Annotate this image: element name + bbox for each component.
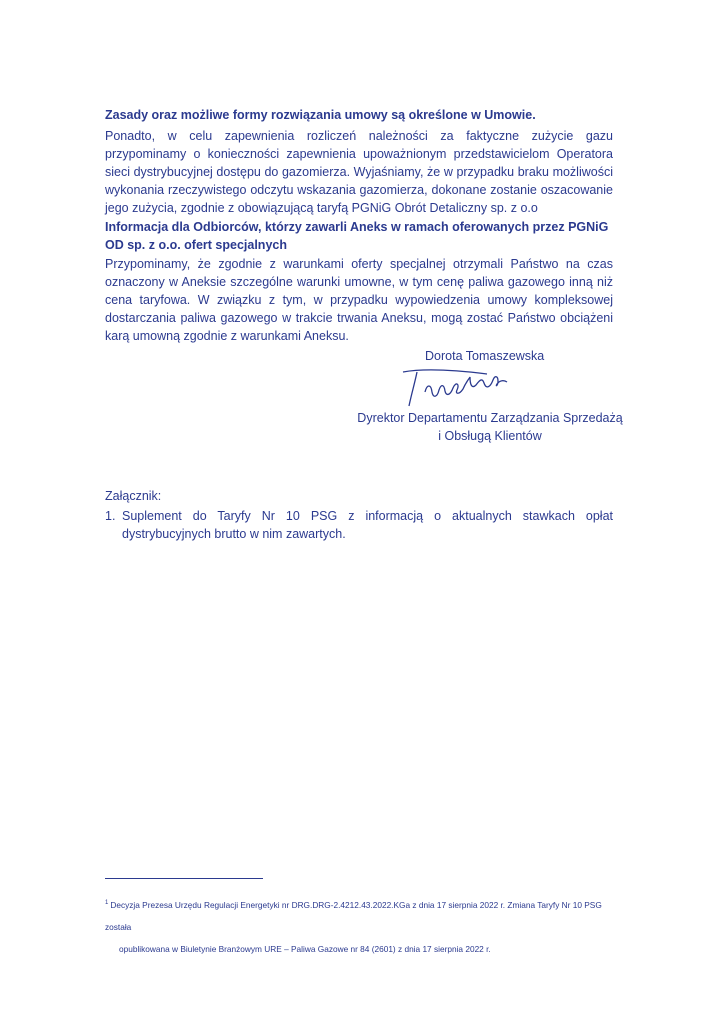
paragraph-special-offers: Przypominamy, że zgodnie z warunkami oferty specjalnej otrzymali Państwo na czas oznaczony w Aneksie szczególne warunki umowne, w tym cenę paliwa gazowego inną niż cena taryfowa. W związku z tym, w przypadku wypowiedzenia umowy kompleksowej dostarczania paliwa gazowego w trakcie trwania Aneksu, mogą zostać Państwo obciążeni karą umowną zgodnie z warunkami Aneksu.: [105, 257, 613, 343]
paragraph-meter-access: Ponadto, w celu zapewnienia rozliczeń należności za faktyczne zużycie gazu przypominamy o konieczności zapewnienia upoważnionym przedstawicielom Operatora sieci dystrybucyjnej dostępu do gazomierza. Wyjaśniamy, że w przypadku braku możliwości wykonania rzeczywistego odczytu wskazania gazomierza, dokonane zostanie oszacowanie jego zużycia, zgodnie z obowiązującą taryfą PGNiG Obrót Detaliczny sp. z o.o: [105, 129, 613, 215]
footnote-text-line1: Decyzja Prezesa Urzędu Regulacji Energetyki nr DRG.DRG-2.4212.43.2022.KGa z dnia 17 sierpnia 2022 r. Zmiana Taryfy Nr 10 PSG została: [105, 900, 602, 932]
signatory-title-line2: i Obsługą Klientów: [438, 429, 542, 443]
attachment-item-number: 1.: [105, 509, 116, 523]
footnote-text-line2: opublikowana w Biuletynie Branżowym URE – Paliwa Gazowe nr 84 (2601) z dnia 17 sierpnia 2022 r.: [119, 944, 491, 954]
attachment-list: [105, 507, 613, 543]
section-heading-special-offers: Informacja dla Odbiorców, którzy zawarli Aneks w ramach oferowanych przez PGNiG OD sp. z o.o. ofert specjalnych: [105, 220, 609, 252]
footnote-marker: 1: [105, 900, 109, 906]
signatory-title: [350, 409, 630, 445]
section-heading-termination: Zasady oraz możliwe formy rozwiązania umowy są określone w Umowie.: [105, 108, 536, 122]
attachment-item-text: Suplement do Taryfy Nr 10 PSG z informacją o aktualnych stawkach opłat dystrybucyjnych brutto w nim zawartych.: [122, 509, 613, 541]
attachment-label: Załącznik:: [105, 489, 162, 503]
signatory-title-line1: Dyrektor Departamentu Zarządzania Sprzedażą: [357, 411, 623, 425]
attachment-item: [105, 507, 613, 543]
signatory-name: Dorota Tomaszewska: [425, 349, 545, 363]
footnote-line1: [105, 892, 613, 938]
footnote: [105, 892, 613, 960]
handwritten-signature: [395, 362, 555, 410]
footnote-separator: [105, 878, 263, 879]
